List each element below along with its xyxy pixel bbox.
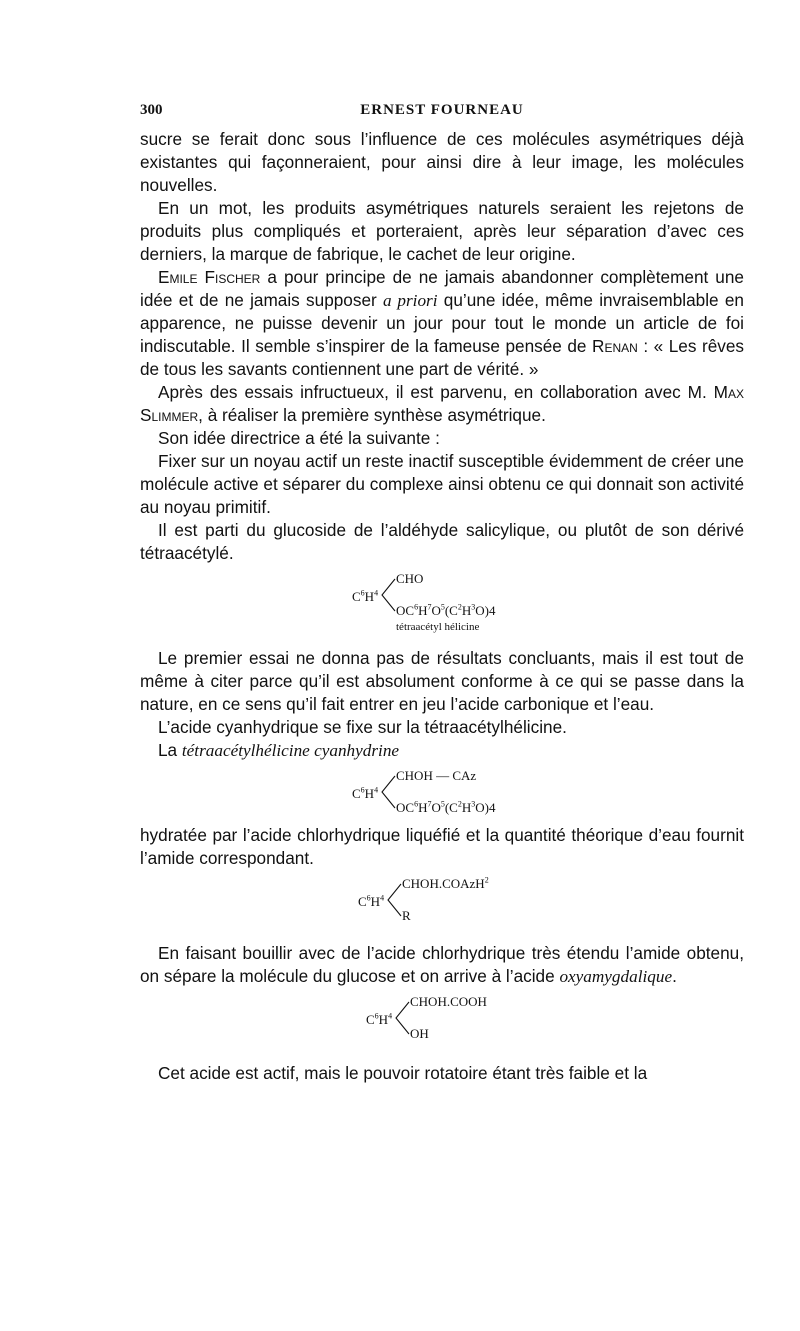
- formula-caption: tétraacétyl hélicine: [396, 621, 480, 633]
- formula-top-group: CHOH.COAzH$^2$: [402, 875, 489, 891]
- paragraph-2: En un mot, les produits asymétriques naturels seraient les rejetons de produits plus compliqués et porteraient, après leur séparation d’avec ces derniers, la marque de fabrique, le cachet de leur origine.: [140, 198, 744, 264]
- author-name-fischer: Emile Fischer: [158, 267, 261, 287]
- italic-helicine-cyanhydrine: tétraacétylhélicine cyanhydrine: [181, 741, 400, 760]
- formula-bottom-group: R: [402, 908, 411, 923]
- paragraph-3-text-1: a pour principe de ne jamais abandonner complètement une idée et de ne jamais supposer: [140, 267, 744, 310]
- paragraph-11: hydratée par l’acide chlorhydrique liquéfié et la quantité théorique d’eau fournit l’amide correspondant.: [140, 825, 744, 868]
- paragraph-13: Cet acide est actif, mais le pouvoir rotatoire étant très faible et la: [158, 1063, 648, 1083]
- branch-bracket-icon: [380, 768, 396, 816]
- paragraph-12: [140, 942, 744, 988]
- italic-oxyamygdalique: oxyamygdalique: [559, 967, 673, 986]
- page-header: [140, 102, 744, 128]
- author-name-renan: Renan: [592, 336, 638, 356]
- running-title: ERNEST FOURNEAU: [360, 102, 524, 118]
- paragraph-10-text: La: [158, 740, 182, 760]
- page: [140, 102, 744, 1085]
- paragraph-3: [140, 266, 744, 381]
- paragraph-4-text-2: , à réaliser la première synthèse asymétrique.: [198, 405, 546, 425]
- formula-base: $C^6H^4$: [358, 893, 385, 909]
- paragraph-4: [140, 381, 744, 427]
- formula-tetraacetyl-helicine: [352, 571, 532, 637]
- branch-bracket-icon: [386, 876, 402, 924]
- paragraph-4-text-1: Après des essais infructueux, il est parvenu, en collaboration avec M.: [158, 382, 714, 402]
- paragraph-3-text-3: : « Les rêves de tous les savants contiennent une part de vérité. »: [140, 336, 744, 379]
- paragraph-7: Il est parti du glucoside de l’aldéhyde salicylique, ou plutôt de son dérivé tétraacétylé.: [140, 520, 744, 563]
- formula-oxyamygdalique: [366, 994, 546, 1050]
- paragraph-1: sucre se ferait donc sous l’influence de ces molécules asymétriques déjà existantes qui façonneraient, pour ainsi dire à leur image, les molécules nouvelles.: [140, 129, 744, 195]
- paragraph-5: Son idée directrice a été la suivante :: [158, 428, 440, 448]
- formula-bottom-group: OH: [410, 1026, 429, 1041]
- branch-bracket-icon: [380, 571, 396, 619]
- formula-bottom-group: $OC^6H^7O^5(C^2H^3O)4$: [396, 602, 496, 618]
- branch-bracket-icon: [394, 994, 410, 1042]
- paragraph-8: Le premier essai ne donna pas de résultats concluants, mais il est tout de même à citer parce qu’il est absolument conforme à ce qui se passe dans la nature, en ce sens qu’il fait entrer en jeu l’acide carbonique et l’eau.: [140, 648, 744, 714]
- formula-top-group: CHOH — CAz: [396, 768, 477, 783]
- paragraph-6: Fixer sur un noyau actif un reste inactif susceptible évidemment de créer une molécule active et séparer du complexe ainsi obtenu ce qui donnait son activité au noyau primitif.: [140, 451, 744, 517]
- author-name-slimmer: Max Slimmer: [140, 382, 744, 425]
- formula-base: $C^6H^4$: [366, 1011, 393, 1027]
- formula-bottom-group: $OC^6H^7O^5(C^2H^3O)4$: [396, 799, 496, 815]
- paragraph-12-text-2: .: [672, 966, 677, 986]
- formula-base: $C^6H^4$: [352, 588, 379, 604]
- paragraph-3-text-2: qu’une idée, même invraisemblable en apparence, ne puisse devenir un jour pour tout le monde un article de foi indiscutable. Il semble s’inspirer de la fameuse pensée de: [140, 290, 744, 356]
- page-number: 300: [140, 102, 163, 118]
- formula-top-group: CHOH.COOH: [410, 994, 487, 1009]
- paragraph-9: L’acide cyanhydrique se fixe sur la tétraacétylhélicine.: [158, 717, 567, 737]
- formula-helicine-cyanhydrine: [352, 768, 532, 824]
- paragraph-12-text-1: En faisant bouillir avec de l’acide chlorhydrique très étendu l’amide obtenu, on sépare la molécule du glucose et on arrive à l’acide: [140, 943, 744, 986]
- formula-base: $C^6H^4$: [352, 785, 379, 801]
- paragraph-10: [140, 739, 744, 762]
- italic-a-priori: a priori: [383, 291, 438, 310]
- formula-top-group: CHO: [396, 571, 424, 586]
- formula-amide: [358, 876, 538, 932]
